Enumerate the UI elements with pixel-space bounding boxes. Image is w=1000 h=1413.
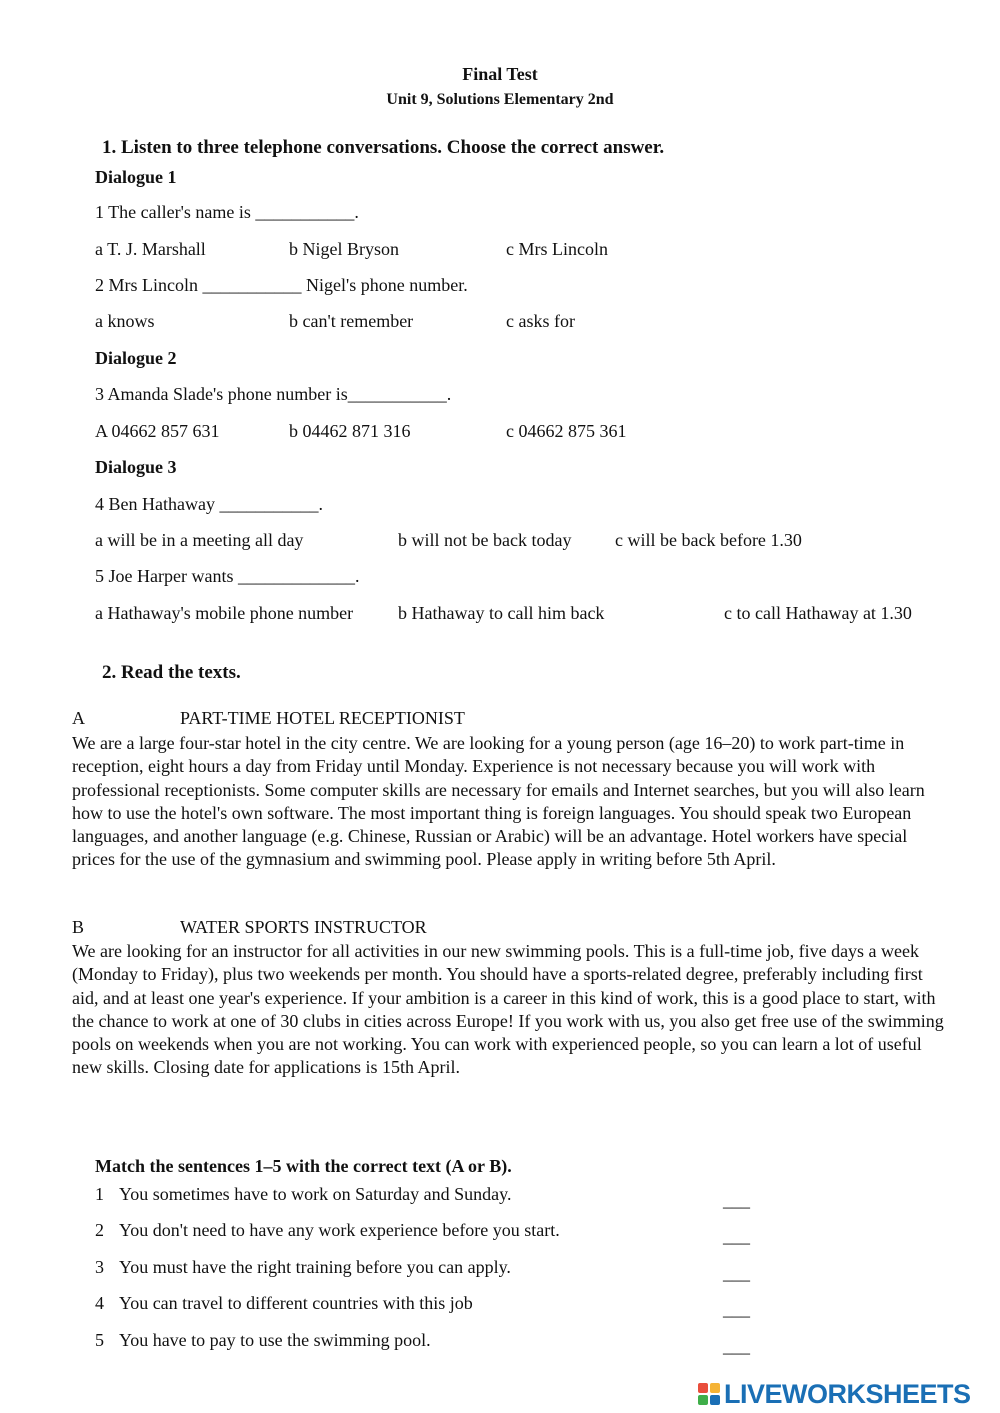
dialogue3-label: Dialogue 3: [95, 457, 177, 477]
q3-option-b: b 04462 871 316: [289, 421, 411, 441]
match-item-num: 2: [95, 1220, 104, 1240]
section2-heading: 2. Read the texts.: [102, 662, 241, 683]
dialogue1-label: Dialogue 1: [95, 167, 177, 187]
match-answer-blank[interactable]: ___: [723, 1336, 750, 1356]
match-item-num: 3: [95, 1257, 104, 1277]
q4-option-a: a will be in a meeting all day: [95, 530, 304, 550]
q2-option-a: a knows: [95, 311, 155, 331]
q3-option-a: A 04662 857 631: [95, 421, 220, 441]
q2-option-b: b can't remember: [289, 311, 414, 331]
liveworksheets-logo: [698, 1379, 971, 1409]
match-item-text: You have to pay to use the swimming pool.: [119, 1330, 431, 1350]
q5-option-a: a Hathaway's mobile phone number: [95, 603, 354, 623]
logo-text: LIVEWORKSHEETS: [724, 1378, 971, 1409]
match-answer-blank[interactable]: ___: [723, 1226, 750, 1246]
textA-letter: A: [72, 708, 85, 728]
match-item-text: You must have the right training before you can apply.: [119, 1257, 511, 1277]
question-5: 5 Joe Harper wants _____________.: [95, 566, 360, 586]
match-answer-blank[interactable]: ___: [723, 1299, 750, 1319]
logo-square: [710, 1383, 720, 1393]
q2-option-c: c asks for: [506, 311, 575, 331]
logo-grid-icon: [698, 1383, 720, 1405]
textA-body: We are a large four-star hotel in the city centre. We are looking for a young person (age 16–20) to work part-time in reception, eight hours a day from Friday until Monday. Experience is not necessary because you will work with professional receptionists. Some computer skills are necessary for emails and Internet searches, but you will also learn how to use the hotel's own software. The most important thing is foreign languages. You should speak two European languages, and another language (e.g. Chinese, Russian or Arabic) will be an advantage. Hotel workers have special prices for the use of the gymnasium and swimming pool. Please apply in writing before 5th April.: [72, 733, 925, 870]
q5-option-b: b Hathaway to call him back: [398, 603, 605, 623]
matching-instruction: Match the sentences 1–5 with the correct text (A or B).: [95, 1156, 512, 1176]
q4-option-c: c will be back before 1.30: [615, 530, 802, 550]
q3-option-c: c 04662 875 361: [506, 421, 627, 441]
match-item-text: You can travel to different countries with this job: [119, 1293, 473, 1313]
textB-letter: B: [72, 917, 85, 937]
section1-heading: 1. Listen to three telephone conversations. Choose the correct answer.: [102, 137, 665, 158]
page-title: Final Test: [462, 64, 538, 84]
q1-option-c: c Mrs Lincoln: [506, 239, 608, 259]
match-item-num: 1: [95, 1184, 104, 1204]
match-answer-blank[interactable]: ___: [723, 1190, 750, 1210]
question-2: 2 Mrs Lincoln ___________ Nigel's phone number.: [95, 275, 468, 295]
textA-title: PART-TIME HOTEL RECEPTIONIST: [180, 708, 465, 728]
match-answer-blank[interactable]: ___: [723, 1263, 750, 1283]
page-subtitle: Unit 9, Solutions Elementary 2nd: [386, 91, 614, 108]
match-item-text: You don't need to have any work experience before you start.: [119, 1220, 560, 1240]
logo-square: [698, 1395, 708, 1405]
textB-body: We are looking for an instructor for all activities in our new swimming pools. This is a full-time job, five days a week (Monday to Friday), plus two weekends per month. You should have a sports-related degree, preferably including first aid, and at least one year's experience. If your ambition is a career in this kind of work, this is a good place to start, with the chance to work at one of 30 clubs in cities across Europe! If you work with us, you also get free use of the swimming pools on weekends when you are not working. You can work with experienced people, so you can learn a lot of useful new skills. Closing date for applications is 15th April.: [72, 941, 944, 1078]
match-item-num: 4: [95, 1293, 104, 1313]
match-item-num: 5: [95, 1330, 104, 1350]
textB-title: WATER SPORTS INSTRUCTOR: [180, 917, 427, 937]
q1-option-a: a T. J. Marshall: [95, 239, 206, 259]
match-item-text: You sometimes have to work on Saturday and Sunday.: [119, 1184, 512, 1204]
q1-option-b: b Nigel Bryson: [289, 239, 399, 259]
q4-option-b: b will not be back today: [398, 530, 572, 550]
logo-square: [698, 1383, 708, 1393]
question-4: 4 Ben Hathaway ___________.: [95, 494, 323, 514]
q5-option-c: c to call Hathaway at 1.30: [724, 603, 912, 623]
logo-square: [710, 1395, 720, 1405]
dialogue2-label: Dialogue 2: [95, 348, 177, 368]
question-3: 3 Amanda Slade's phone number is___________.: [95, 384, 452, 404]
question-1: 1 The caller's name is ___________.: [95, 202, 359, 222]
